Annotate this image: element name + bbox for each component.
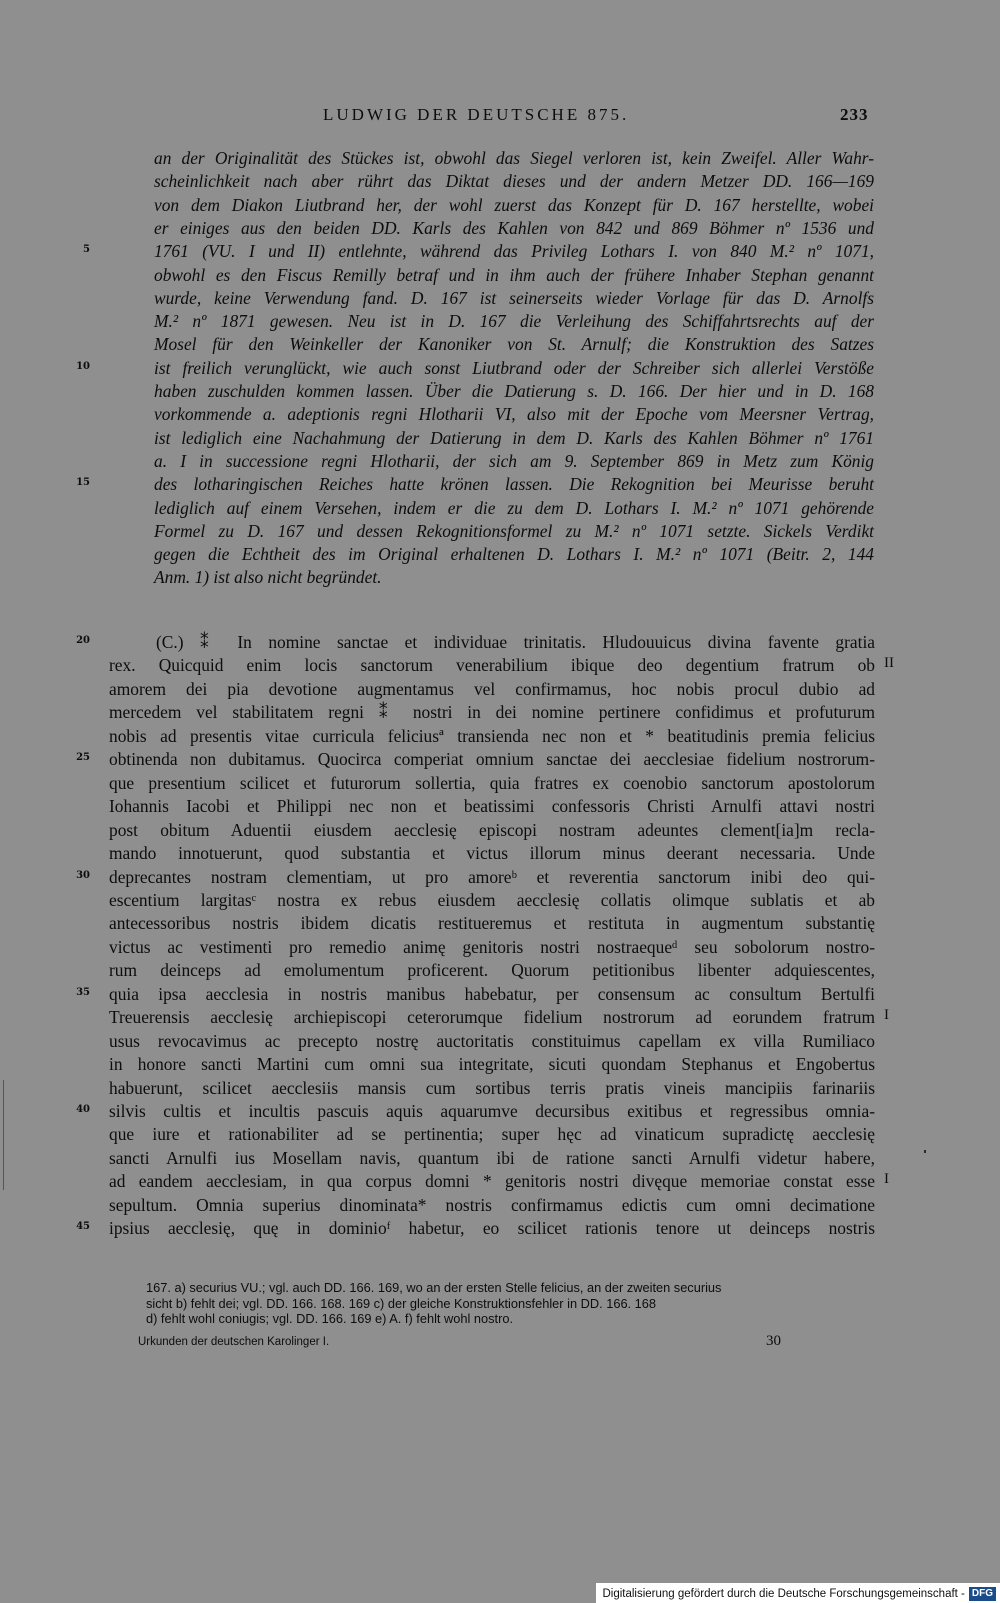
charter-line [0, 796, 1000, 818]
charter-line [0, 1171, 1000, 1193]
intro-line [0, 288, 1000, 310]
charter-line [0, 773, 1000, 795]
charter-line [0, 1218, 1000, 1240]
charter-line-text: obtinenda non dubitamus. Quocirca comperiat omnium sanctae dei aecclesiae fidelium nostrorum- [109, 749, 875, 770]
line-number: 30 [76, 869, 90, 881]
intro-line [0, 195, 1000, 217]
charter-line-text: (C.) ⁑ In nomine sanctae et individuae trinitatis. Hludouuicus divina favente gratia [156, 632, 875, 652]
line-number: 15 [76, 477, 90, 489]
charter-line-text: sepultum. Omnia superius dinominata* nostris confirmamus edictis cum omni decimatione [109, 1194, 875, 1215]
charter-line-text: amorem dei pia devotione augmentamus vel confirmamus, hoc nobis procul dubio ad [109, 678, 875, 699]
intro-line-text: vorkommende a. adeptionis regni Hlotharii VI, also mit der Epoche vom Meersner Vertrag, [154, 404, 874, 425]
intro-line [0, 474, 1000, 496]
series-title: Urkunden der deutschen Karolinger I. [138, 1336, 330, 1348]
intro-line [0, 241, 1000, 263]
intro-line [0, 428, 1000, 450]
intro-line-text: gegen die Echtheit des im Original erhaltenen D. Lothars I. M.² nº 1071 (Beitr. 2, 144 [154, 544, 874, 565]
credit-text: Digitalisierung gefördert durch die Deutsche Forschungsgemeinschaft - [602, 1588, 965, 1600]
charter-line [0, 984, 1000, 1006]
charter-line [0, 867, 1000, 889]
charter-line-text: que iure et rationabiliter ad se pertinentia; super hęc ad vinaticum supradictę aecclesię [109, 1124, 875, 1145]
intro-line-text: er einiges aus den beiden DD. Karls des Kahlen von 842 und 869 Böhmer nº 1536 und [154, 217, 874, 238]
intro-line [0, 358, 1000, 380]
line-number: 25 [76, 752, 90, 764]
charter-line-text: rex. Quicquid enim locis sanctorum venerabilium ibique deo degentium fratrum ob [109, 655, 875, 676]
margin-marker: II [884, 655, 894, 672]
intro-line-text: ist freilich verunglückt, wie auch sonst Liutbrand oder der Schreiber sich allerlei Verstöße [154, 357, 874, 378]
charter-line-text: nobis ad presentis vitae curricula feliciusª transienda nec non et * beatitudinis premia felicius [109, 725, 875, 746]
charter-line [0, 1078, 1000, 1100]
charter-line-text: mercedem vel stabilitatem regni ⁑ nostri in dei nomine pertinere confidimus et profuturum [109, 702, 875, 723]
intro-line [0, 567, 1000, 589]
footnote-line [0, 1296, 1000, 1311]
line-number: 10 [76, 360, 90, 372]
margin-marker: I [884, 1171, 889, 1188]
dfg-logo-icon: DFG [969, 1587, 996, 1601]
intro-line [0, 265, 1000, 287]
sheet-signature: 30 [766, 1333, 781, 1349]
intro-line-text: ist lediglich eine Nachahmung der Datierung in dem D. Karls des Kahlen Böhmer nº 1761 [154, 427, 874, 448]
charter-line-text: usus revocavimus ac precepto nostrę auctoritatis constituimus capellam ex villa Rumiliaco [109, 1030, 875, 1051]
footnote-text: sicht b) fehlt dei; vgl. DD. 166. 168. 169 c) der gleiche Konstruktionsfehler in DD. 166. 168 [146, 1295, 657, 1311]
charter-line-text: antecessoribus nostris ibidem dicatis restitueremus et restituta in augmentum substantię [109, 913, 875, 934]
intro-line-text: von dem Diakon Liutbrand her, der wohl zuerst das Konzept für D. 167 herstellte, wobei [154, 194, 874, 215]
intro-line [0, 334, 1000, 356]
intro-line [0, 148, 1000, 170]
intro-line [0, 498, 1000, 520]
charter-line-text: que presentium scilicet et futurorum sollertia, quia fratres ex coenobio sanctorum apostolorum [109, 772, 875, 793]
charter-line [0, 1054, 1000, 1076]
charter-line-text: Iohannis Iacobi et Philippi nec non et beatissimi confessoris Christi Arnulfi attavi nostri [109, 796, 875, 817]
charter-line [0, 1124, 1000, 1146]
intro-line-text: des lotharingischen Reiches hatte krönen lassen. Die Rekognition bei Meurisse beruht [154, 474, 874, 495]
charter-line-text: habuerunt, scilicet aecclesiis mansis cum sortibus terris pratis vineis mancipiis farinariis [109, 1077, 875, 1098]
line-number: 20 [76, 635, 90, 646]
charter-line-text: deprecantes nostram clementiam, ut pro amoreᵇ et reverentia sanctorum inibi deo qui- [109, 866, 875, 887]
line-number: 35 [76, 986, 90, 998]
charter-line [0, 820, 1000, 842]
charter-line-text: in honore sancti Martini cum omni sua integritate, sicuti quondam Stephanus et Engobertus [109, 1054, 875, 1075]
charter-line-text: mando innotuerunt, quod substantia et victus illorum minus deerant necessaria. Unde [109, 843, 875, 864]
charter-line [0, 890, 1000, 912]
charter-line [0, 913, 1000, 935]
charter-line [0, 1101, 1000, 1123]
scan-edge-mark [3, 1080, 4, 1190]
charter-line-text: ipsius aecclesię, quę in dominioᶠ habetur, eo scilicet rationis tenore ut deinceps nostris [109, 1218, 875, 1239]
charter-line [0, 749, 1000, 771]
intro-line-text: obwohl es den Fiscus Remilly betraf und in ihm auch der frühere Inhaber Stephan genannt [154, 264, 874, 285]
charter-line-text: Treuerensis aecclesię archiepiscopi ceterorumque fidelium nostrorum ad eorundem fratrum [109, 1007, 875, 1028]
scan-speck [924, 1150, 926, 1153]
charter-line [0, 702, 1000, 724]
charter-line-text: rum deinceps ad emolumentum proficerent. Quorum petitionibus libenter adquiescentes, [109, 960, 875, 981]
charter-line [0, 1195, 1000, 1217]
footnote-text: 167. a) securius VU.; vgl. auch DD. 166. 169, wo an der ersten Stelle felicius, an der zweiten securius [146, 1280, 722, 1295]
charter-line-text: sancti Arnulfi ius Mosellam navis, quantum ibi de ratione sancti Arnulfi videtur habere, [109, 1147, 875, 1168]
line-number: 45 [76, 1221, 90, 1233]
charter-line-text: quia ipsa aecclesia in nostris manibus habebatur, per consensum ac consultum Bertulfi [109, 983, 875, 1004]
charter-line [0, 1031, 1000, 1053]
intro-line-text: an der Originalität des Stückes ist, obwohl das Siegel verloren ist, kein Zweifel. Aller Wahr- [154, 148, 874, 168]
footnote-line [0, 1280, 1000, 1295]
line-number: 5 [83, 244, 90, 256]
charter-line [0, 679, 1000, 701]
intro-line-text: Anm. 1) ist also nicht begründet. [154, 567, 382, 588]
charter-line-text: ad eandem aecclesiam, in qua corpus domni * genitoris nostri divęque memoriae constat esse [109, 1171, 875, 1192]
intro-line-text: Formel zu D. 167 und dessen Rekognitionsformel zu M.² nº 1071 setzte. Sickels Verdikt [154, 520, 874, 541]
charter-line [0, 632, 1000, 654]
charter-line [0, 1148, 1000, 1170]
intro-line [0, 218, 1000, 240]
charter-line-text: silvis cultis et incultis pascuis aquis aquarumve decursibus exitibus et regressibus omnia- [109, 1101, 875, 1121]
intro-line [0, 404, 1000, 426]
footnote-line [0, 1311, 1000, 1326]
intro-line [0, 451, 1000, 473]
intro-line-text: lediglich auf einem Versehen, indem er die zu dem D. Lothars I. M.² nº 1071 gehörende [154, 497, 874, 518]
intro-line-text: haben zuschulden kommen lassen. Über die Datierung s. D. 166. Der hier und in D. 168 [154, 381, 874, 401]
charter-line [0, 655, 1000, 677]
intro-line [0, 311, 1000, 333]
charter-line-text: post obitum Aduentii eiusdem aecclesię episcopi nostram adeuntes clement[ia]m recla- [109, 819, 875, 840]
charter-line [0, 843, 1000, 865]
intro-line-text: 1761 (VU. I und II) entlehnte, während das Privileg Lothars I. von 840 M.² nº 1071, [154, 241, 874, 262]
intro-line-text: scheinlichkeit nach aber rührt das Diktat dieses und der andern Metzer DD. 166—169 [154, 171, 874, 192]
intro-line-text: M.² nº 1871 gewesen. Neu ist in D. 167 die Verleihung des Schiffahrtsrechts auf der [154, 311, 874, 332]
running-title: LUDWIG DER DEUTSCHE 875. [323, 105, 630, 124]
page-number: 233 [840, 105, 869, 124]
intro-line [0, 171, 1000, 193]
intro-line-text: Mosel für den Weinkeller der Kanoniker von St. Arnulf; die Konstruktion des Satzes [154, 334, 874, 355]
digitization-credit [596, 1583, 1000, 1603]
margin-marker: I [884, 1007, 889, 1024]
intro-line [0, 381, 1000, 403]
charter-line [0, 726, 1000, 748]
charter-line [0, 937, 1000, 959]
charter-line-text: escentium largitasᶜ nostra ex rebus eiusdem aecclesię collatis olimque sublatis et ab [109, 889, 875, 910]
line-number: 40 [76, 1104, 90, 1115]
intro-line-text: wurde, keine Verwendung fand. D. 167 ist seinerseits wieder Vorlage für das D. Arnolfs [154, 287, 874, 308]
intro-line-text: a. I in successione regni Hlotharii, der sich am 9. September 869 in Metz zum König [154, 450, 874, 471]
intro-line [0, 521, 1000, 543]
charter-line [0, 1007, 1000, 1029]
charter-line-text: victus ac vestimenti pro remedio animę genitoris nostri nostraequeᵈ seu sobolorum nostro- [109, 936, 875, 957]
charter-line [0, 960, 1000, 982]
intro-line [0, 544, 1000, 566]
footnote-text: d) fehlt wohl coniugis; vgl. DD. 166. 169 e) A. f) fehlt wohl nostro. [146, 1311, 514, 1326]
